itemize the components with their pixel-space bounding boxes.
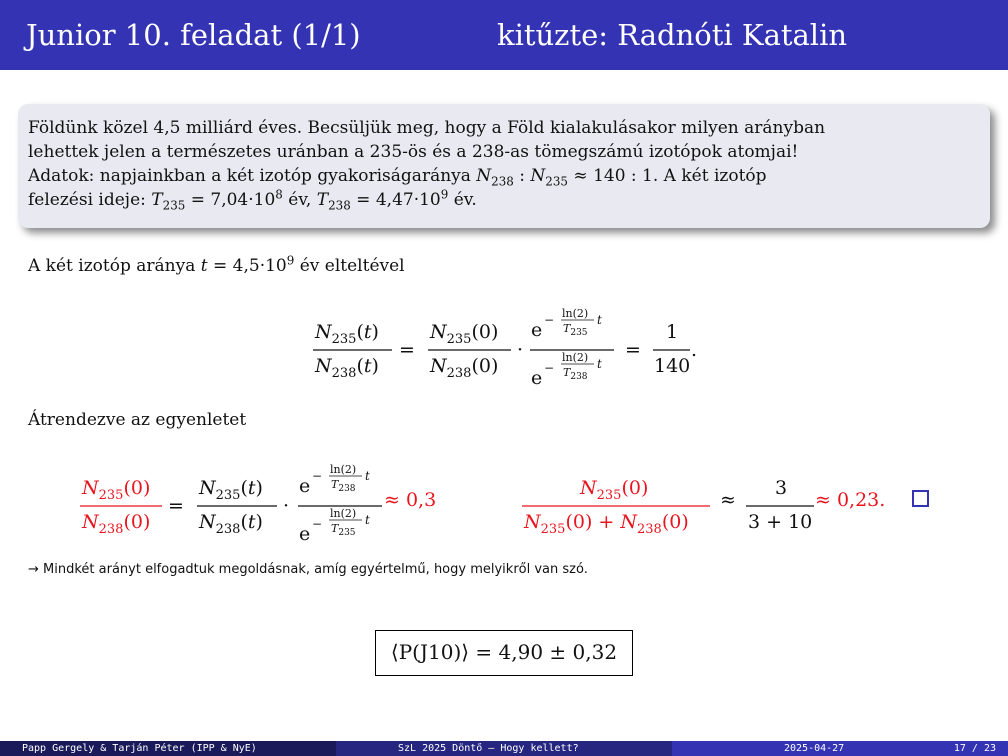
problem-data-label: Adatok: napjainkban a két izotóp gyakoriságaránya bbox=[28, 166, 471, 186]
intro-text: A két izotóp aránya bbox=[28, 256, 196, 276]
score-text: ⟨P(J10)⟩ = 4,90 ± 0,32 bbox=[390, 640, 618, 664]
qed-square-icon bbox=[912, 490, 929, 507]
result-denominator: 140 bbox=[654, 355, 691, 377]
svg-text:N238(t): $N_{238}(t)$ bbox=[199, 511, 263, 537]
svg-text:N235(t): $N_{235}(t)$ bbox=[315, 321, 379, 347]
svg-text:N235(0): $N_{235}(0)$ bbox=[430, 321, 499, 347]
solution-intro: A két izotóp aránya $t = 4,5\cdot 10^9$ év elteltével bbox=[28, 253, 405, 276]
problem-line-4: felezési ideje: $T_{235} = 7,04\cdot 10^8$ év, $T_{238} = 4,47\cdot 10^9$ év. bbox=[28, 187, 477, 213]
svg-text:ln(2): ln(2) bbox=[330, 463, 357, 476]
svg-text:·: · bbox=[283, 495, 290, 517]
svg-text:−: − bbox=[544, 313, 555, 327]
t235-value: 7,04·10 bbox=[210, 190, 276, 210]
footer-date: 2025-04-27 bbox=[784, 743, 845, 754]
svg-text:N238(0): $N_{238}(0)$ bbox=[82, 511, 151, 537]
svg-text:t: t bbox=[597, 313, 602, 327]
footer-meta bbox=[672, 741, 1008, 756]
footer bbox=[0, 741, 1008, 756]
svg-text:−: − bbox=[544, 361, 555, 375]
fraction-denominator: 3 + 10 bbox=[748, 511, 813, 533]
svg-text:N235(t): $N_{235}(t)$ bbox=[199, 477, 263, 503]
svg-text:ln(2): ln(2) bbox=[562, 351, 589, 364]
problem-half-life-label: A két izotóp bbox=[663, 166, 767, 186]
slide-author: kitűzte: Radnóti Katalin bbox=[497, 18, 848, 52]
svg-text:T238: $T_{238}$ bbox=[563, 366, 588, 382]
svg-text:T235: $T_{235}$ bbox=[331, 522, 356, 538]
svg-text:·: · bbox=[517, 339, 524, 361]
svg-text:N238(t): $N_{238}(t)$ bbox=[315, 355, 379, 381]
approx-ratio-2: ≈ 0,23. bbox=[815, 489, 886, 511]
svg-text:t: t bbox=[365, 513, 370, 527]
svg-text:N235(0): $N_{235}(0)$ bbox=[580, 477, 649, 503]
svg-text:ln(2): ln(2) bbox=[562, 307, 589, 320]
footer-authors: Papp Gergely & Tarján Péter (IPP & NyE) bbox=[0, 741, 336, 756]
svg-text:−: − bbox=[312, 469, 323, 483]
svg-text:=: = bbox=[625, 339, 641, 361]
svg-text:N238(0): $N_{238}(0)$ bbox=[430, 355, 499, 381]
svg-text:−: − bbox=[312, 517, 323, 531]
half-life-label: felezési ideje: bbox=[28, 190, 146, 210]
approx-ratio-1: ≈ 0,3 bbox=[384, 489, 437, 511]
intro-time: 4,5·10 bbox=[232, 256, 287, 276]
svg-text:N235(0): $N_{235}(0)$ bbox=[82, 477, 151, 503]
svg-text:e: e bbox=[531, 367, 543, 389]
svg-text:e: e bbox=[531, 319, 543, 341]
footer-talk-text: SzL 2025 Döntő – Hogy kellett? bbox=[398, 743, 579, 754]
fraction-numerator: 3 bbox=[775, 477, 788, 499]
equation-initial-fraction bbox=[522, 477, 885, 537]
intro-suffix: év elteltével bbox=[299, 256, 405, 276]
svg-text:N235(0) + N238(0): $N_{235}(0) + N_{238}(0)$ bbox=[524, 511, 689, 537]
problem-line-3: Adatok: napjainkban a két izotóp gyakoriságaránya $N_{238}$ : $N_{235} \approx 140$ : 1. A két izotóp bbox=[28, 166, 767, 189]
equation-ratio-now bbox=[313, 307, 697, 389]
slide-title: Junior 10. feladat (1/1) bbox=[26, 18, 361, 52]
intro-exp: 9 bbox=[286, 253, 295, 268]
svg-text:T235: $T_{235}$ bbox=[563, 322, 588, 338]
footer-page: 17 / 23 bbox=[953, 743, 996, 754]
t238-value: 4,47·10 bbox=[375, 190, 441, 210]
unit-1: év bbox=[288, 190, 306, 210]
unit-2: év bbox=[453, 190, 472, 210]
svg-text:.: . bbox=[691, 339, 698, 361]
svg-text:T238: $T_{238}$ bbox=[331, 478, 356, 494]
svg-text:≈: ≈ bbox=[720, 489, 736, 511]
problem-line-2: lehettek jelen a természetes uránban a 235-ös és a 238-as tömegszámú izotópok atomjai! bbox=[28, 142, 799, 162]
svg-text:e: e bbox=[299, 475, 311, 497]
abundance-ratio: 140 : 1. bbox=[593, 166, 659, 186]
svg-text:e: e bbox=[299, 523, 311, 545]
svg-text:ln(2): ln(2) bbox=[330, 507, 357, 520]
equation-initial-ratio bbox=[80, 463, 436, 545]
svg-text:t: t bbox=[597, 357, 602, 371]
t238-exp: 9 bbox=[440, 187, 449, 202]
svg-text:t: t bbox=[365, 469, 370, 483]
problem-line-1: Földünk közel 4,5 milliárd éves. Becsüljük meg, hogy a Föld kialakulásakor milyen arányban bbox=[28, 118, 826, 138]
rearrange-text: Átrendezve az egyenletet bbox=[28, 410, 247, 430]
score-box bbox=[375, 630, 633, 676]
footer-talk bbox=[336, 741, 672, 756]
result-numerator: 1 bbox=[666, 321, 679, 343]
svg-text:=: = bbox=[168, 495, 184, 517]
t235-exp: 8 bbox=[275, 187, 283, 202]
svg-text:=: = bbox=[399, 339, 415, 361]
acceptance-note: → Mindkét arányt elfogadtuk megoldásnak, amíg egyértelmű, hogy melyikről van szó. bbox=[28, 562, 588, 577]
